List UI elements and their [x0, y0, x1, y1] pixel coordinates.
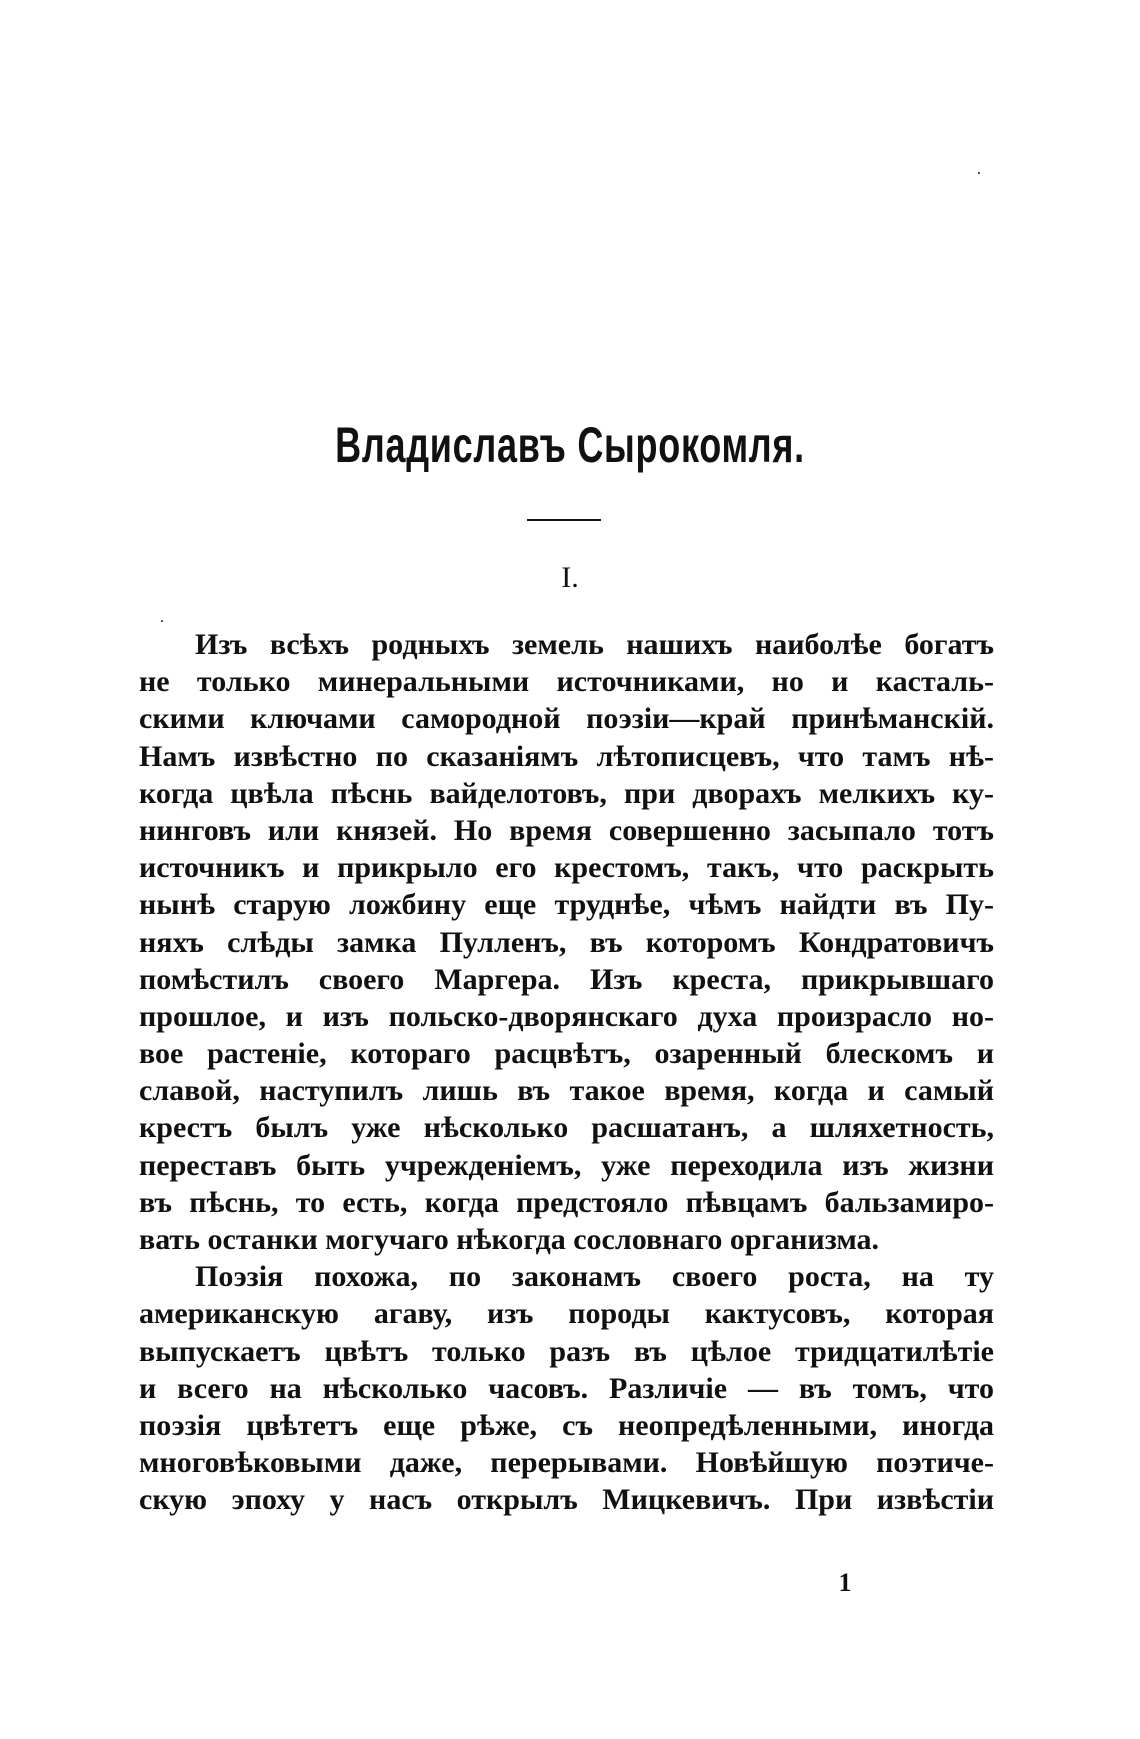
text-line: Поэзія похожа, по законамъ своего роста, на ту: [195, 1260, 994, 1294]
text-line: нынѣ старую ложбину еще труднѣе, чѣмъ найдти въ Пу-: [139, 888, 994, 922]
text-line: Изъ всѣхъ родныхъ земель нашихъ наиболѣе богатъ: [195, 628, 994, 661]
scan-speck: [978, 172, 980, 174]
text-line: помѣстилъ своего Маргера. Изъ креста, прикрывшаго: [139, 962, 994, 996]
section-number: I.: [561, 561, 579, 594]
text-line: когда цвѣла пѣснь вайделотовъ, при дворахъ мелкихъ ку-: [139, 776, 994, 810]
chapter-title: Владиславъ Сырокомля.: [335, 417, 805, 473]
text-line: прошлое, и изъ польско-дворянскаго духа произрасло но-: [139, 999, 994, 1033]
body-text: [139, 626, 994, 1519]
text-line: скими ключами самородной поэзіи—край принѣманскій.: [139, 702, 994, 736]
text-line: въ пѣснь, то есть, когда предстояло пѣвцамъ бальзамиро-: [139, 1185, 994, 1219]
text-line: вое растеніе, котораго расцвѣтъ, озаренный блескомъ и: [139, 1037, 994, 1071]
text-line: переставъ быть учрежденіемъ, уже переходила изъ жизни: [139, 1148, 994, 1182]
text-line: скую эпоху у насъ открылъ Мицкевичъ. При извѣстіи: [139, 1483, 994, 1517]
text-line: источникъ и прикрыло его крестомъ, такъ, что раскрыть: [139, 851, 994, 885]
scan-speck: [161, 620, 163, 622]
text-line: славой, наступилъ лишь въ такое время, когда и самый: [139, 1074, 994, 1108]
text-line: выпускаетъ цвѣтъ только разъ въ цѣлое тридцатилѣтіе: [139, 1334, 994, 1368]
text-line: крестъ былъ уже нѣсколько расшатанъ, а шляхетность,: [139, 1111, 994, 1145]
text-line: не только минеральными источниками, но и касталь-: [139, 665, 994, 699]
text-line: американскую агаву, изъ породы кактусовъ, которая: [139, 1297, 994, 1331]
title-divider: [527, 519, 601, 521]
text-line: няхъ слѣды замка Пулленъ, въ которомъ Кондратовичъ: [139, 925, 994, 959]
text-line: и всего на нѣсколько часовъ. Различіе — въ томъ, что: [139, 1371, 994, 1405]
page-number: 1: [838, 1568, 852, 1597]
text-line: Намъ извѣстно по сказаніямъ лѣтописцевъ, что тамъ нѣ-: [139, 739, 994, 773]
text-line: поэзія цвѣтетъ еще рѣже, съ неопредѣленными, иногда: [139, 1408, 994, 1442]
text-line: нинговъ или князей. Но время совершенно засыпало тотъ: [139, 813, 994, 847]
text-line: многовѣковыми даже, перерывами. Новѣйшую поэтиче-: [139, 1446, 994, 1480]
text-line: вать останки могучаго нѣкогда сословнаго организма.: [139, 1223, 880, 1256]
